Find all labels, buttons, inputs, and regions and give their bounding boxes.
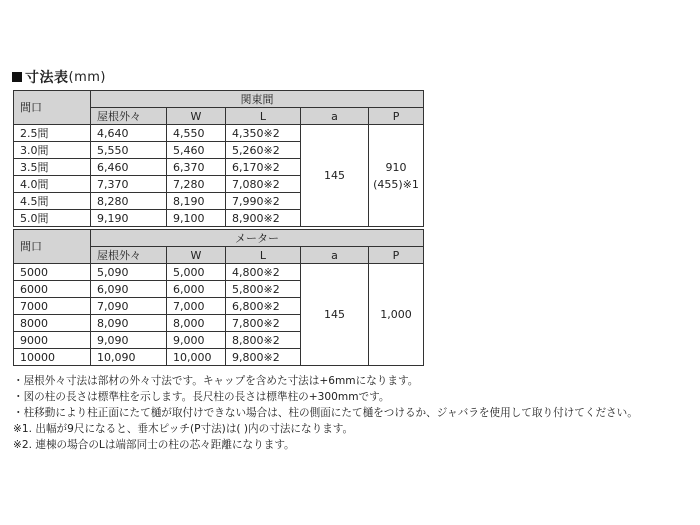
cell-p-line1: 910 (385, 160, 407, 174)
table-row (14, 125, 424, 142)
cell-size: 10000 (14, 349, 91, 366)
cell-l: 9,800※2 (226, 349, 301, 366)
header-maguchi: 間口 (14, 230, 91, 264)
cell-size: 8000 (14, 315, 91, 332)
title-label: 寸法表 (25, 70, 69, 86)
header-a: a (301, 108, 369, 125)
cell-l: 8,900※2 (226, 210, 301, 227)
cell-w: 9,000 (167, 332, 226, 349)
cell-l: 5,260※2 (226, 142, 301, 159)
cell-p: 1,000 (369, 264, 424, 366)
cell-w: 4,550 (167, 125, 226, 142)
header-yane: 屋根外々 (91, 247, 167, 264)
header-p: P (369, 108, 424, 125)
cell-p (369, 125, 424, 227)
cell-w: 10,000 (167, 349, 226, 366)
note-item: ・図の柱の長さは標準柱を示します。長尺柱の長さは標準柱の+300mmです。 (13, 391, 390, 403)
header-yane: 屋根外々 (91, 108, 167, 125)
header-p: P (369, 247, 424, 264)
cell-l: 7,990※2 (226, 193, 301, 210)
header-group: メーター (91, 230, 424, 247)
cell-w: 7,000 (167, 298, 226, 315)
cell-l: 7,800※2 (226, 315, 301, 332)
header-l: L (226, 247, 301, 264)
note-item: ※1. 出幅が9尺になると、垂木ピッチ(P寸法)は( )内の寸法になります。 (13, 423, 354, 435)
cell-w: 7,280 (167, 176, 226, 193)
cell-w: 8,000 (167, 315, 226, 332)
cell-w: 5,000 (167, 264, 226, 281)
cell-yane: 7,370 (91, 176, 167, 193)
cell-l: 4,350※2 (226, 125, 301, 142)
cell-w: 9,100 (167, 210, 226, 227)
header-maguchi: 間口 (14, 91, 91, 125)
cell-yane: 9,190 (91, 210, 167, 227)
cell-l: 8,800※2 (226, 332, 301, 349)
note-item: ・屋根外々寸法は部材の外々寸法です。キャップを含めた寸法は+6mmになります。 (13, 375, 419, 387)
cell-yane: 8,280 (91, 193, 167, 210)
page-title (12, 67, 106, 87)
cell-yane: 4,640 (91, 125, 167, 142)
cell-size: 9000 (14, 332, 91, 349)
cell-a: 145 (301, 264, 369, 366)
cell-size: 4.5間 (14, 193, 91, 210)
cell-a: 145 (301, 125, 369, 227)
cell-l: 6,170※2 (226, 159, 301, 176)
header-group: 関東間 (91, 91, 424, 108)
cell-w: 6,000 (167, 281, 226, 298)
cell-size: 3.0間 (14, 142, 91, 159)
cell-l: 5,800※2 (226, 281, 301, 298)
cell-size: 2.5間 (14, 125, 91, 142)
cell-yane: 5,550 (91, 142, 167, 159)
note-item: ※2. 連棟の場合のLは端部同士の柱の芯々距離になります。 (13, 439, 295, 451)
cell-yane: 8,090 (91, 315, 167, 332)
cell-yane: 9,090 (91, 332, 167, 349)
dimension-table-meter (13, 229, 424, 366)
cell-size: 3.5間 (14, 159, 91, 176)
cell-yane: 6,460 (91, 159, 167, 176)
cell-l: 6,800※2 (226, 298, 301, 315)
square-bullet-icon (12, 72, 22, 82)
cell-yane: 5,090 (91, 264, 167, 281)
cell-yane: 10,090 (91, 349, 167, 366)
header-l: L (226, 108, 301, 125)
cell-w: 8,190 (167, 193, 226, 210)
header-w: W (167, 108, 226, 125)
header-a: a (301, 247, 369, 264)
cell-yane: 6,090 (91, 281, 167, 298)
cell-p-line2: (455)※1 (373, 177, 419, 191)
dimension-table-kanto (13, 90, 424, 227)
cell-yane: 7,090 (91, 298, 167, 315)
cell-size: 5000 (14, 264, 91, 281)
cell-l: 4,800※2 (226, 264, 301, 281)
cell-size: 5.0間 (14, 210, 91, 227)
cell-w: 6,370 (167, 159, 226, 176)
cell-size: 4.0間 (14, 176, 91, 193)
title-unit: (mm) (68, 69, 106, 85)
cell-w: 5,460 (167, 142, 226, 159)
cell-size: 6000 (14, 281, 91, 298)
notes-list (13, 373, 638, 453)
cell-size: 7000 (14, 298, 91, 315)
table-row (14, 264, 424, 281)
note-item: ・柱移動により柱正面にたて樋が取付けできない場合は、柱の側面にたて樋をつけるか、ジャバラを使用して取り付けてください。 (13, 407, 638, 419)
cell-l: 7,080※2 (226, 176, 301, 193)
header-w: W (167, 247, 226, 264)
